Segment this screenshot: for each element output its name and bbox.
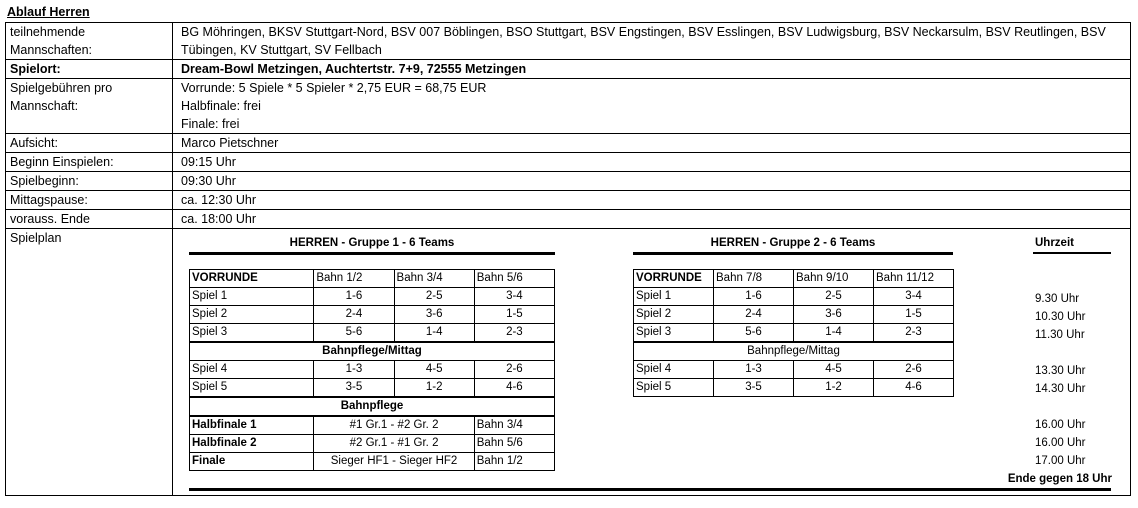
- row-fees: [6, 79, 1131, 134]
- group1-table: [189, 269, 555, 471]
- label-end: vorauss. Ende: [6, 210, 173, 229]
- time-value: 9.30 Uhr: [1035, 293, 1080, 305]
- pairing: 4-5: [394, 361, 474, 379]
- time-value: 14.30 Uhr: [1035, 383, 1086, 395]
- pairing: 1-6: [314, 288, 394, 306]
- final-lane: Bahn 1/2: [474, 453, 554, 471]
- value-warmup: 09:15 Uhr: [173, 153, 1131, 172]
- time-column-rule: [1033, 252, 1111, 254]
- time-value: 16.00 Uhr: [1035, 437, 1086, 449]
- pairing: 3-4: [474, 288, 554, 306]
- time-value: 17.00 Uhr: [1035, 455, 1086, 467]
- row-lunch: [6, 191, 1131, 210]
- break-row: [190, 397, 555, 416]
- lunch-break-label: Bahnpflege/Mittag: [634, 342, 954, 361]
- game-label: Spiel 4: [634, 361, 714, 379]
- table-row: [634, 361, 954, 379]
- final-row: [190, 453, 555, 471]
- game-label: Spiel 5: [190, 379, 314, 398]
- group2-header-lane: Bahn 7/8: [714, 270, 794, 288]
- label-supervision: Aufsicht:: [6, 134, 173, 153]
- row-end: [6, 210, 1131, 229]
- pairing: 2-5: [794, 288, 874, 306]
- row-supervision: [6, 134, 1131, 153]
- group1-header-lane: Bahn 5/6: [474, 270, 554, 288]
- pairing: 1-5: [874, 306, 954, 324]
- group1-header-lane: Bahn 3/4: [394, 270, 474, 288]
- game-label: Spiel 2: [634, 306, 714, 324]
- break-row: [634, 342, 954, 361]
- game-label: Spiel 2: [190, 306, 314, 324]
- table-row: [190, 324, 555, 343]
- label-start: Spielbeginn:: [6, 172, 173, 191]
- game-label: Spiel 5: [634, 379, 714, 397]
- pairing: 1-4: [794, 324, 874, 343]
- time-column-header: Uhrzeit: [1035, 237, 1074, 249]
- label-teams: teilnehmende Mannschaften:: [6, 23, 173, 60]
- pairing: 5-6: [314, 324, 394, 343]
- value-end: ca. 18:00 Uhr: [173, 210, 1131, 229]
- value-supervision: Marco Pietschner: [173, 134, 1131, 153]
- pairing: 2-3: [474, 324, 554, 343]
- pairing: 4-5: [794, 361, 874, 379]
- table-row: [634, 324, 954, 343]
- row-start: [6, 172, 1131, 191]
- row-plan: [6, 229, 1131, 496]
- game-label: Spiel 3: [634, 324, 714, 343]
- pairing: 5-6: [714, 324, 794, 343]
- table-row: [190, 288, 555, 306]
- lunch-break-label: Bahnpflege/Mittag: [190, 342, 555, 361]
- group1-header-round: VORRUNDE: [190, 270, 314, 288]
- pairing: 2-6: [474, 361, 554, 379]
- table-row: [634, 379, 954, 397]
- pairing: 2-4: [314, 306, 394, 324]
- pairing: 1-5: [474, 306, 554, 324]
- time-value: 13.30 Uhr: [1035, 365, 1086, 377]
- final-lane: Bahn 3/4: [474, 416, 554, 435]
- time-value: 10.30 Uhr: [1035, 311, 1086, 323]
- pairing: 4-6: [874, 379, 954, 397]
- group2-header-lane: Bahn 11/12: [874, 270, 954, 288]
- end-time-note: Ende gegen 18 Uhr: [1007, 473, 1112, 485]
- final-row: [190, 416, 555, 435]
- pairing: 2-5: [394, 288, 474, 306]
- lane-care-label: Bahnpflege: [190, 397, 555, 416]
- table-row: [190, 306, 555, 324]
- final-pairing: Sieger HF1 - Sieger HF2: [314, 453, 474, 471]
- pairing: 1-6: [714, 288, 794, 306]
- value-lunch: ca. 12:30 Uhr: [173, 191, 1131, 210]
- time-value: 16.00 Uhr: [1035, 419, 1086, 431]
- table-row: [634, 306, 954, 324]
- page-title: Ablauf Herren: [7, 5, 90, 19]
- label-warmup: Beginn Einspielen:: [6, 153, 173, 172]
- pairing: 3-5: [714, 379, 794, 397]
- row-venue: [6, 60, 1131, 79]
- pairing: 4-6: [474, 379, 554, 398]
- group2-header-lane: Bahn 9/10: [794, 270, 874, 288]
- fee-line-prelim: Vorrunde: 5 Spiele * 5 Spieler * 2,75 EUR = 68,75 EUR: [181, 81, 487, 95]
- fee-line-final: Finale: frei: [181, 117, 240, 131]
- group2-table: [633, 269, 954, 397]
- pairing: 2-6: [874, 361, 954, 379]
- schedule-area: [173, 229, 1131, 496]
- pairing: 1-4: [394, 324, 474, 343]
- final-label: Halbfinale 2: [190, 435, 314, 453]
- final-lane: Bahn 5/6: [474, 435, 554, 453]
- game-label: Spiel 3: [190, 324, 314, 343]
- group2-header-row: [634, 270, 954, 288]
- group2-rule: [633, 252, 953, 255]
- label-fees: Spielgebühren pro Mannschaft:: [6, 79, 173, 134]
- table-row: [190, 379, 555, 398]
- group1-header-row: [190, 270, 555, 288]
- bottom-rule: [189, 488, 1111, 491]
- fee-line-semi: Halbfinale: frei: [181, 99, 261, 113]
- label-venue: Spielort:: [6, 60, 173, 79]
- label-lunch: Mittagspause:: [6, 191, 173, 210]
- final-pairing: #2 Gr.1 - #1 Gr. 2: [314, 435, 474, 453]
- pairing: 2-3: [874, 324, 954, 343]
- pairing: 1-3: [714, 361, 794, 379]
- pairing: 1-2: [394, 379, 474, 398]
- group1-rule: [189, 252, 555, 255]
- pairing: 3-5: [314, 379, 394, 398]
- group2-title: HERREN - Gruppe 2 - 6 Teams: [710, 237, 876, 249]
- info-table: [5, 22, 1131, 496]
- table-row: [190, 361, 555, 379]
- pairing: 3-4: [874, 288, 954, 306]
- label-plan: Spielplan: [6, 229, 173, 496]
- group1-header-lane: Bahn 1/2: [314, 270, 394, 288]
- final-label: Halbfinale 1: [190, 416, 314, 435]
- table-row: [634, 288, 954, 306]
- value-fees: [173, 79, 1131, 134]
- group2-header-round: VORRUNDE: [634, 270, 714, 288]
- final-row: [190, 435, 555, 453]
- value-teams: BG Möhringen, BKSV Stuttgart-Nord, BSV 007 Böblingen, BSO Stuttgart, BSV Engstingen, BSV Esslingen, BSV Ludwigsburg, BSV Neckarsulm, BSV Reutlingen, BSV Tübingen, KV Stuttgart, SV Fellbach: [173, 23, 1131, 60]
- row-warmup: [6, 153, 1131, 172]
- group1-title: HERREN - Gruppe 1 - 6 Teams: [289, 237, 455, 249]
- value-start: 09:30 Uhr: [173, 172, 1131, 191]
- pairing: 2-4: [714, 306, 794, 324]
- break-row: [190, 342, 555, 361]
- final-pairing: #1 Gr.1 - #2 Gr. 2: [314, 416, 474, 435]
- pairing: 1-2: [794, 379, 874, 397]
- pairing: 3-6: [394, 306, 474, 324]
- final-label: Finale: [190, 453, 314, 471]
- game-label: Spiel 1: [190, 288, 314, 306]
- pairing: 3-6: [794, 306, 874, 324]
- time-value: 11.30 Uhr: [1035, 329, 1085, 341]
- game-label: Spiel 1: [634, 288, 714, 306]
- pairing: 1-3: [314, 361, 394, 379]
- game-label: Spiel 4: [190, 361, 314, 379]
- value-venue: Dream-Bowl Metzingen, Auchtertstr. 7+9, 72555 Metzingen: [173, 60, 1131, 79]
- row-teams: [6, 23, 1131, 60]
